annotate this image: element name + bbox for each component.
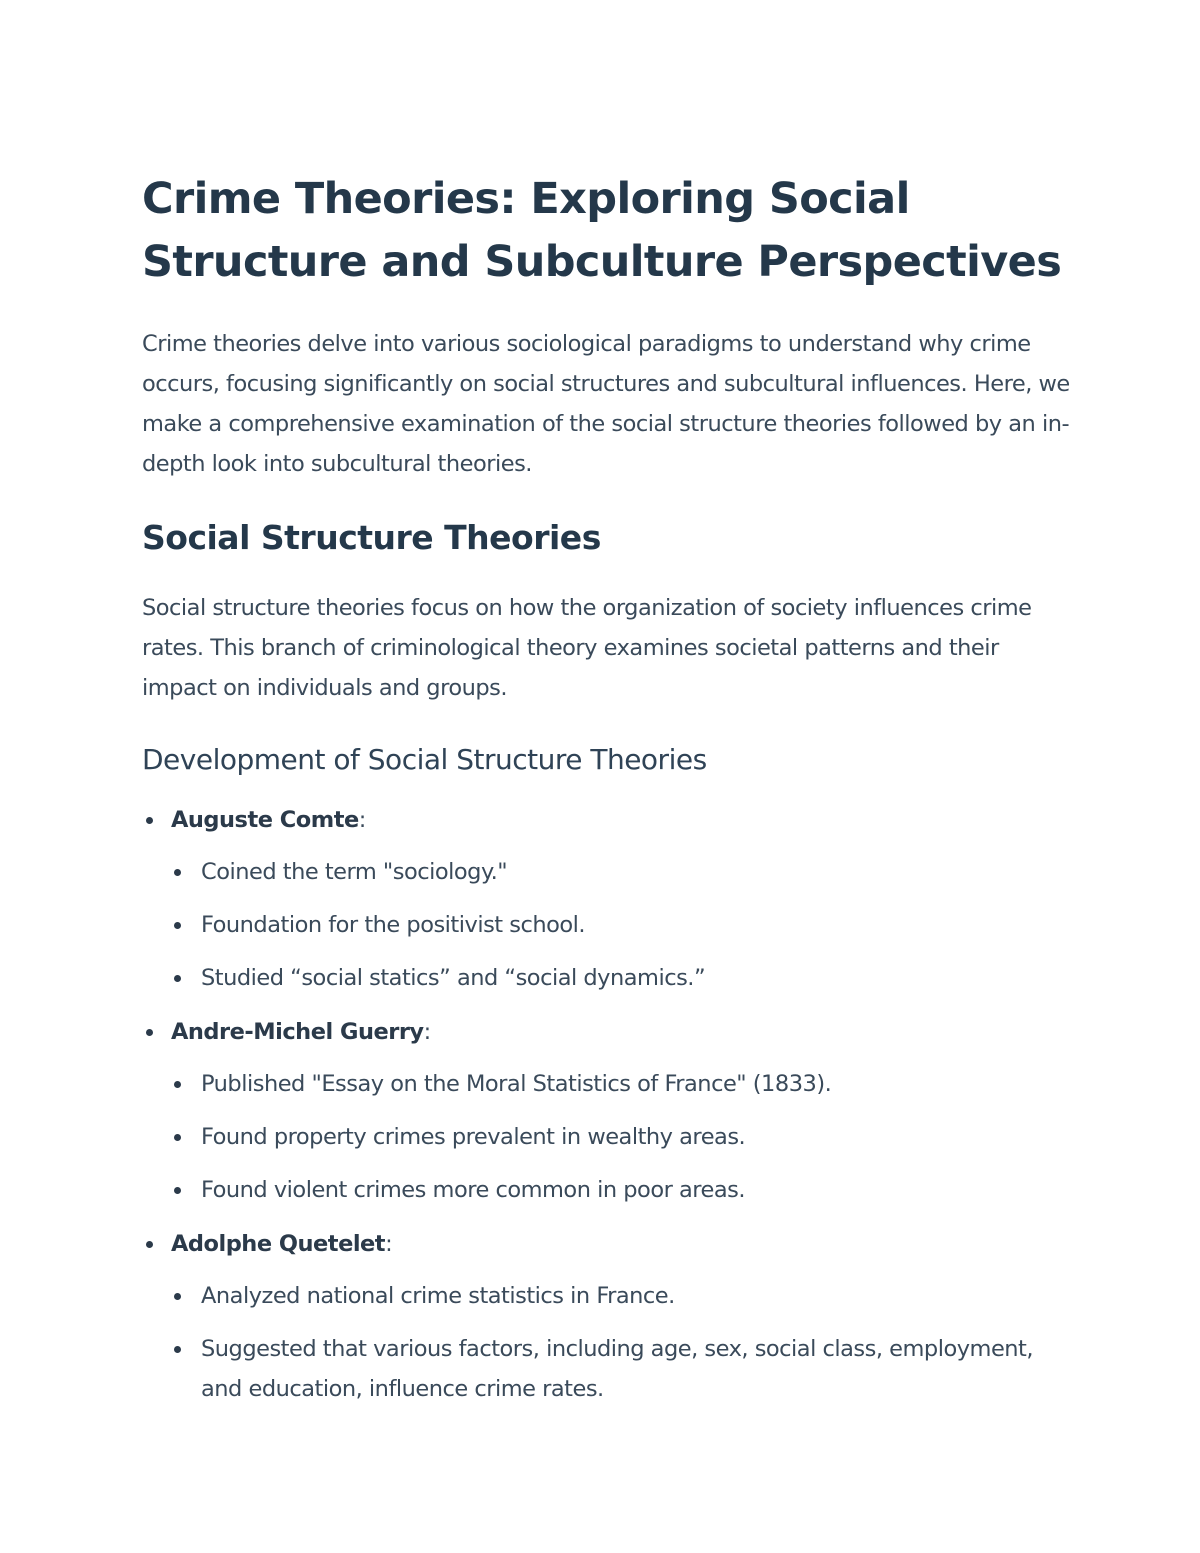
comte-points [171, 852, 1072, 998]
list-item: Studied “social statics” and “social dynamics.” [171, 958, 1072, 998]
bullet-icon [146, 1241, 153, 1248]
list-item: Analyzed national crime statistics in France. [171, 1276, 1072, 1316]
section-heading: Social Structure Theories [142, 518, 601, 557]
theorist-name: Andre-Michel Guerry [171, 1019, 424, 1045]
bullet-icon [174, 869, 181, 876]
bullet-icon [174, 975, 181, 982]
guerry-points [171, 1064, 1072, 1210]
bullet-icon [174, 1134, 181, 1141]
intro-paragraph: Crime theories delve into various sociological paradigms to understand why crime occurs, focusing significantly on social structures and subcultural influences. Here, we make a comprehensive examination of the social structure theories followed by an in-depth look into subcultural theories. [142, 331, 1070, 477]
bullet-icon [174, 922, 181, 929]
theorist-name: Adolphe Quetelet [171, 1231, 386, 1257]
list-item: Found violent crimes more common in poor areas. [171, 1170, 1072, 1210]
section-paragraph: Social structure theories focus on how the organization of society influences crime rates. This branch of criminological theory examines societal patterns and their impact on individuals and groups. [142, 595, 1032, 701]
bullet-icon [174, 1187, 181, 1194]
list-item: Found property crimes prevalent in wealthy areas. [171, 1117, 1072, 1157]
bullet-icon [146, 817, 153, 824]
list-item: Foundation for the positivist school. [171, 905, 1072, 945]
bullet-icon [174, 1293, 181, 1300]
list-item-guerry: Andre-Michel Guerry: Published "Essay on the Moral Statistics of France" (1833). Found property crimes prevalent in wealthy areas. Found violent crimes more common in poor areas. [142, 1012, 1072, 1210]
theorist-name: Auguste Comte [171, 807, 359, 833]
document-page [142, 168, 1072, 1409]
list-item-comte: Auguste Comte: Coined the term "sociology." Foundation for the positivist school. Studied “social statics” and “social dynamics.” [142, 800, 1072, 998]
list-item: Coined the term "sociology." [171, 852, 1072, 892]
list-item: Suggested that various factors, including age, sex, social class, employment, and education, influence crime rates. [171, 1329, 1072, 1409]
quetelet-points [171, 1276, 1072, 1409]
bullet-icon [174, 1081, 181, 1088]
document-title: Crime Theories: Exploring Social Structure and Subculture Perspectives [142, 174, 1062, 287]
bullet-icon [146, 1029, 153, 1036]
theorist-list [142, 800, 1072, 1409]
subsection-heading: Development of Social Structure Theories [142, 743, 707, 776]
bullet-icon [174, 1346, 181, 1353]
list-item: Published "Essay on the Moral Statistics of France" (1833). [171, 1064, 1072, 1104]
list-item-quetelet: Adolphe Quetelet: Analyzed national crime statistics in France. Suggested that various factors, including age, sex, social class, employment, and education, influence crime rates. [142, 1224, 1072, 1409]
